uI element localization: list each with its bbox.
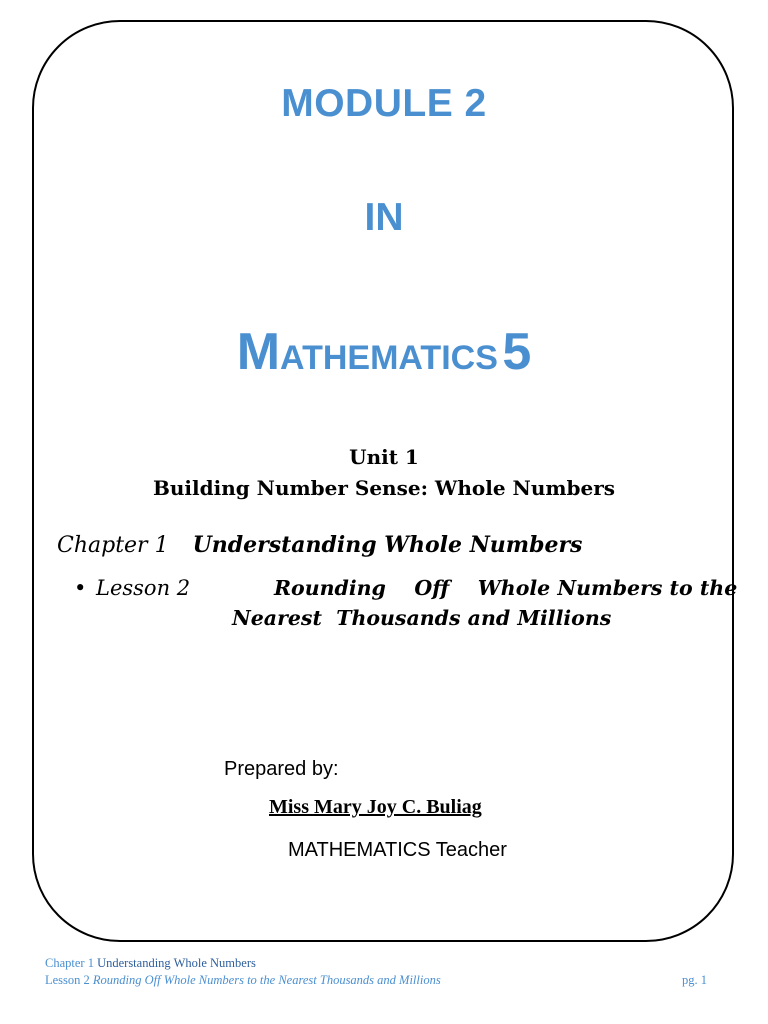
bullet-icon: • [74,576,87,600]
subject-number: 5 [502,323,532,381]
module-title: MODULE 2 [281,82,487,125]
unit-heading [0,442,768,504]
chapter-title: Understanding Whole Numbers [192,532,583,558]
lesson-title-line1: Rounding Off Whole Numbers to the [274,576,738,600]
author-role: MATHEMATICS Teacher [288,839,507,861]
page-number: pg. 1 [682,973,707,987]
module-in-word: IN [364,196,404,239]
subject-rest: ATHEMATICS [280,339,498,377]
subject-title [0,322,768,382]
prepared-by-label: Prepared by: [224,758,339,780]
footer-lesson-label: Lesson 2 [45,973,90,987]
author-name: Miss Mary Joy C. Buliag [269,796,482,818]
lesson-title-line2: Nearest Thousands and Millions [232,606,612,630]
footer-lesson-title: Rounding Off Whole Numbers to the Nearest Thousands and Millions [92,973,441,987]
lesson-label: Lesson 2 [96,576,191,600]
footer-chapter-line [45,955,707,972]
chapter-label: Chapter 1 [57,533,169,558]
subject-initial: M [236,323,281,381]
chapter-line [57,532,582,558]
unit-label: Unit 1 [349,445,419,469]
page-footer [45,955,707,989]
footer-lesson-line [45,972,707,989]
footer-chapter-label: Chapter 1 [45,956,94,970]
unit-title: Building Number Sense: Whole Numbers [152,476,616,500]
footer-chapter-title: Understanding Whole Numbers [97,956,256,970]
